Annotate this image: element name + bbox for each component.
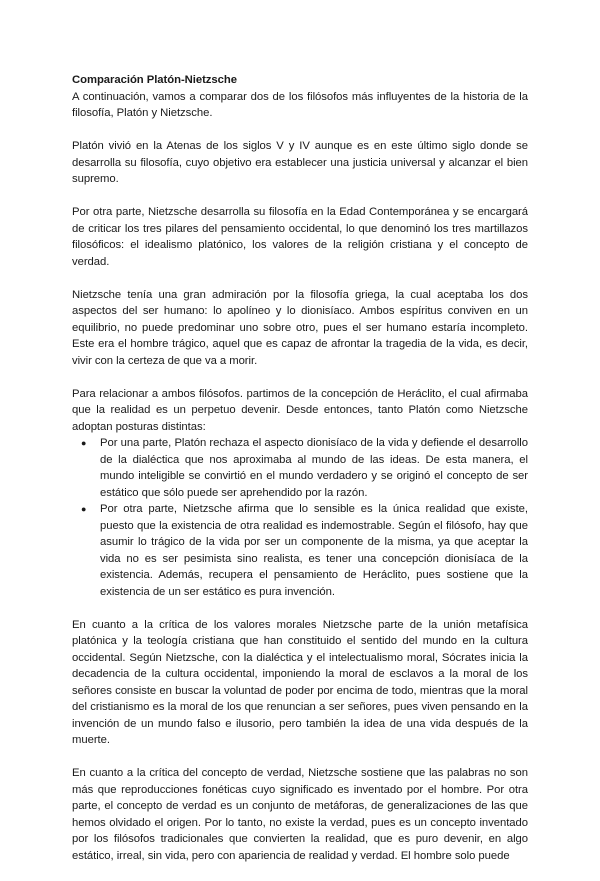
list-item	[81, 435, 528, 501]
paragraph-filosofia-griega: Nietzsche tenía una gran admiración por la filosofía griega, la cual aceptaba los dos aspectos del ser humano: lo apolíneo y lo dionisíaco. Ambos espíritus conviven en un equilibrio, no puede predominar uno sobre otro, pues el ser humano estaría incompleto. Este era el hombre trágico, aquel que es capaz de afrontar la tragedia de la vida, es decir, vivir con la certeza de que va a morir.	[72, 288, 528, 367]
paragraph-concepto-verdad: En cuanto a la crítica del concepto de verdad, Nietzsche sostiene que las palabras no son más que reproducciones fonéticas cuyo significado es inventado por el hombre. Por otra parte, el concepto de verdad es un conjunto de metáforas, de generalizaciones de las que hemos olvidado el origen. Por lo tanto, no existe la verdad, pues es un concepto inventado por los filósofos tradicionales que convierten la realidad, que es puro devenir, en algo estático, irreal, sin vida, pero con apariencia de realidad y verdad. El hombre solo puede	[72, 767, 528, 862]
paragraph-valores-morales: En cuanto a la crítica de los valores morales Nietzsche parte de la unión metafísica platónica y la teología cristiana que han constituido el sentido del mundo en la cultura occidental. Según Nietzsche, con la dialéctica y el intelectualismo moral, Sócrates inicia la decadencia de la cultura occidental, imponiendo la moral de esclavos a la moral de los señores consiste en buscar la voluntad de poder por encima de todo, mientras que la moral del cristianismo es la moral de los que renuncian a ser señores, pues viven pensando en la invención de un mundo falso e ilusorio, pero también la idea de una vida después de la muerte.	[72, 618, 528, 746]
bullet-list	[72, 435, 528, 600]
paragraph-heraclito: Para relacionar a ambos filósofos. partimos de la concepción de Heráclito, el cual afirmaba que la realidad es un perpetuo devenir. Desde entonces, tanto Platón como Nietzsche adoptan posturas distintas:	[72, 387, 528, 433]
list-item-text: Por una parte, Platón rechaza el aspecto dionisíaco de la vida y defiende el desarrollo de la dialéctica que nos aproximaba al mundo de las ideas. De esta manera, el mundo inteligible se convirtió en el mundo verdadero y se originó el concepto de ser estático que sólo puede ser aprehendido por la razón.	[100, 437, 528, 499]
paragraph-nietzsche-critica: Por otra parte, Nietzsche desarrolla su filosofía en la Edad Contemporánea y se encargará de criticar los tres pilares del pensamiento occidental, lo que denominó los tres martillazos filosóficos: el idealismo platónico, los valores de la religión cristiana y el concepto de verdad.	[72, 206, 528, 268]
intro-paragraph: A continuación, vamos a comparar dos de los filósofos más influyentes de la historia de la filosofía, Platón y Nietzsche.	[72, 90, 528, 119]
document-title: Comparación Platón-Nietzsche	[72, 74, 237, 86]
paragraph-platon: Platón vivió en la Atenas de los siglos V y IV aunque es en este último siglo donde se desarrolla su filosofía, cuyo objetivo era establecer una justicia universal y alcanzar el bien supremo.	[72, 140, 528, 185]
bullet-icon: ●	[81, 504, 87, 514]
list-item-text: Por otra parte, Nietzsche afirma que lo sensible es la única realidad que existe, puesto que la existencia de otra realidad es indemostrable. Según el filósofo, hay que asumir lo trágico de la vida por ser un componente de la misma, ya que aceptar la vida no es ser pesimista sino realista, es tener una concepción dionisíaca de la existencia. Además, recupera el pensamiento de Heráclito, pues sostiene que la existencia de un ser estático es pura invención.	[100, 503, 528, 598]
document-page	[72, 72, 528, 881]
list-item	[81, 501, 528, 600]
bullet-icon: ●	[81, 438, 87, 448]
